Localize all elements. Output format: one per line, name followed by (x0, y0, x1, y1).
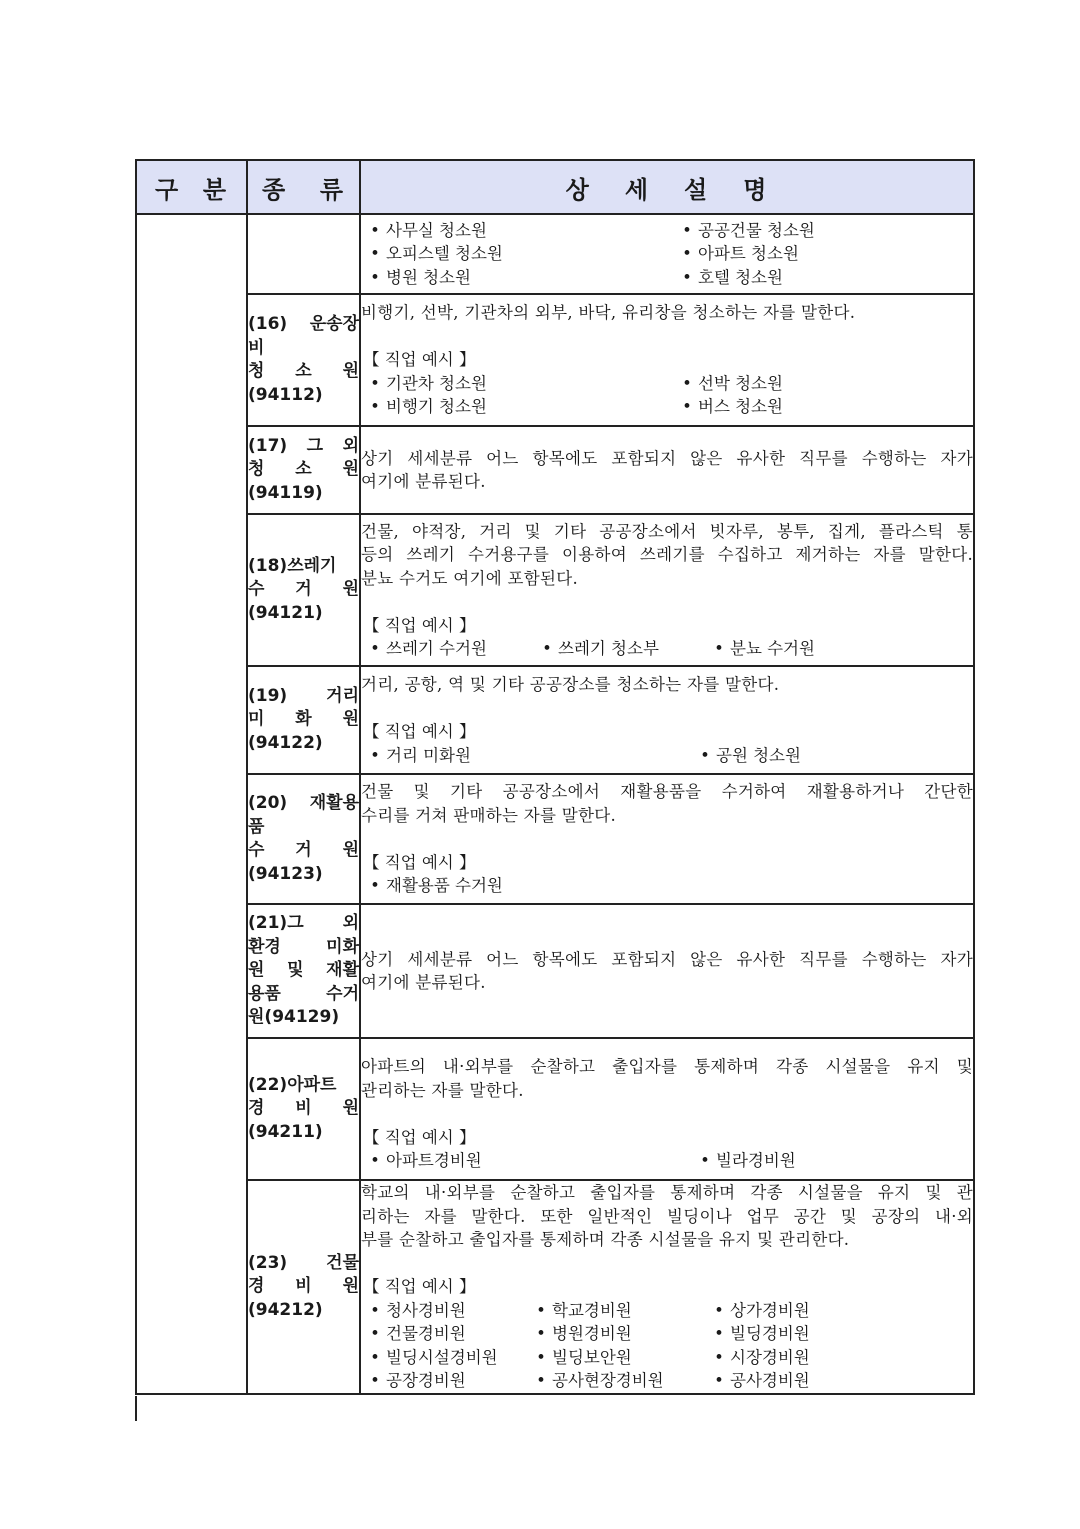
description-cell: 상기 세세분류 어느 항목에도 포함되지 않은 유사한 직무를 수행하는 자가 여기에 분류된다. (360, 426, 974, 514)
table-row (136, 1038, 974, 1180)
table-row (136, 426, 974, 514)
table-row (136, 294, 974, 426)
example-list: • 거리 미화원 • 공원 청소원 (361, 744, 973, 768)
kind-cell: (17) 그 외 청 소 원 (94119) (247, 426, 360, 514)
example-label: 【 직업 예시 】 (363, 852, 476, 872)
description-cell (360, 214, 974, 294)
category-cell (136, 214, 247, 1394)
header-type: 종 류 (247, 160, 360, 214)
description-cell: 학교의 내·외부를 순찰하고 출입자를 통제하며 각종 시설물을 유지 및 관 리하는 자를 말한다. 또한 일반적인 빌딩이나 업무 공간 및 공장의 내·외 부를 순찰하고 출입자를 통제하며 각종 시설물을 유지 및 관리한다. 【 직업 예시 】 • 청사경비원 • 학교경비원 • 상가경비원 • 건물경비원 • 병원경비원 • 빌딩경비원 • 빌딩시설경비원 • 빌딩보안원 • 시장경비원 • 공장경비원 • 공사현장경비원 • 공사경비원 (360, 1180, 974, 1394)
table-row (136, 1180, 974, 1394)
kind-cell: (18)쓰레기 수 거 원 (94121) (247, 514, 360, 666)
description-cell: 아파트의 내·외부를 순찰하고 출입자를 통제하며 각종 시설물을 유지 및 관리하는 자를 말한다. 【 직업 예시 】 • 아파트경비원 • 빌라경비원 (360, 1038, 974, 1180)
table-row (136, 666, 974, 774)
header-category: 구 분 (136, 160, 247, 214)
table-row (136, 904, 974, 1038)
table-row (136, 514, 974, 666)
kind-cell: (22)아파트 경 비 원 (94211) (247, 1038, 360, 1180)
table-header-row (136, 160, 974, 214)
table-left-border-continuation (135, 1396, 137, 1421)
example-label: 【 직업 예시 】 (363, 350, 476, 370)
description-cell: 건물, 야적장, 거리 및 기타 공공장소에서 빗자루, 봉투, 집게, 플라스틱 통 등의 쓰레기 수거용구를 이용하여 쓰레기를 수집하고 제거하는 자를 말한다. 분뇨 수거도 여기에 포함된다. 【 직업 예시 】 • 쓰레기 수거원 • 쓰레기 청소부 • 분뇨 수거원 (360, 514, 974, 666)
example-label: 【 직업 예시 】 (363, 722, 476, 741)
description-cell: 거리, 공항, 역 및 기타 공공장소를 청소하는 자를 말한다. 【 직업 예시 】 • 거리 미화원 • 공원 청소원 (360, 666, 974, 774)
example-label: 【 직업 예시 】 (363, 1127, 476, 1147)
table-row (136, 214, 974, 294)
header-description: 상 세 설 명 (360, 160, 974, 214)
kind-cell: (19) 거리 미 화 원 (94122) (247, 666, 360, 774)
example-label: 【 직업 예시 】 (363, 1277, 476, 1297)
description-cell: 건물 및 기타 공공장소에서 재활용품을 수거하여 재활용하거나 간단한 수리를 거쳐 판매하는 자를 말한다. 【 직업 예시 】 • 재활용품 수거원 (360, 774, 974, 904)
kind-cell: (23) 건물 경 비 원 (94212) (247, 1180, 360, 1394)
kind-cell-empty (247, 214, 360, 294)
example-list: • 기관차 청소원 • 선박 청소원 • 비행기 청소원 • 버스 청소원 (361, 372, 973, 419)
example-list: • 아파트경비원 • 빌라경비원 (361, 1149, 973, 1173)
example-list: • 재활용품 수거원 (361, 874, 973, 898)
example-label: 【 직업 예시 】 (363, 615, 476, 635)
kind-cell: (16) 운송장 비 청 소 원 (94112) (247, 294, 360, 426)
table-row (136, 774, 974, 904)
description-cell: 비행기, 선박, 기관차의 외부, 바닥, 유리창을 청소하는 자를 말한다. 【 직업 예시 】 • 기관차 청소원 • 선박 청소원 • 비행기 청소원 • 버스 청소원 (360, 294, 974, 426)
kind-cell: (21)그 외 환경 미화 원 및 재활 용품 수거 원(94129) (247, 904, 360, 1038)
example-list: • 청사경비원 • 학교경비원 • 상가경비원 • 건물경비원 • 병원경비원 • 빌딩경비원 • 빌딩시설경비원 • 빌딩보안원 • 시장경비원 • 공장경비원 • 공사현장경비원 • 공사경비원 (361, 1299, 973, 1393)
kind-cell: (20) 재활용 품 수 거 원 (94123) (247, 774, 360, 904)
example-list: • 사무실 청소원 • 공공건물 청소원 • 오피스텔 청소원 • 아파트 청소원 • 병원 청소원 • 호텔 청소원 (361, 219, 973, 290)
example-list: • 쓰레기 수거원 • 쓰레기 청소부 • 분뇨 수거원 (361, 637, 973, 661)
description-cell: 상기 세세분류 어느 항목에도 포함되지 않은 유사한 직무를 수행하는 자가 여기에 분류된다. (360, 904, 974, 1038)
occupation-classification-table (135, 159, 975, 1395)
